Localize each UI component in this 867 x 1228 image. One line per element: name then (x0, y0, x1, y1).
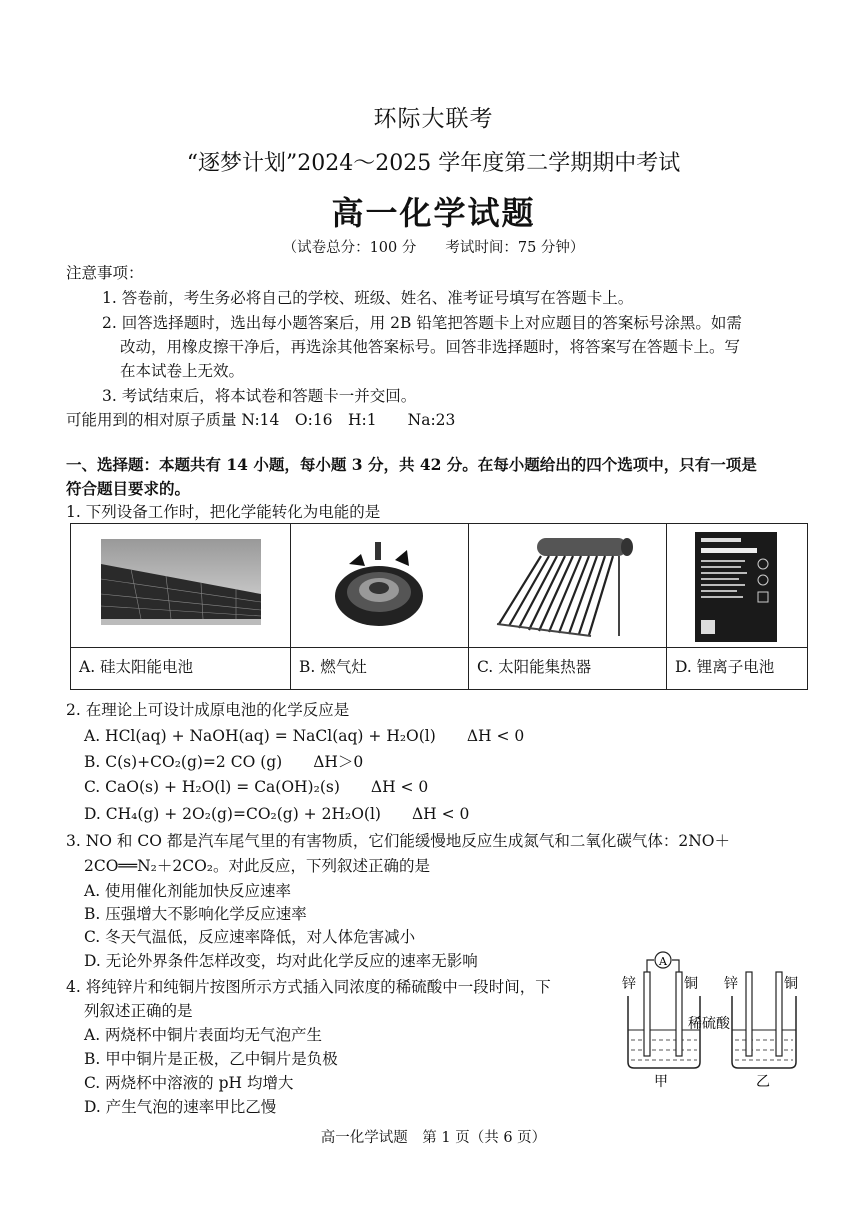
notice-heading: 注意事项： (66, 264, 144, 282)
lithium-battery-image (667, 524, 807, 648)
acid-label: 稀硫酸 (688, 1016, 730, 1032)
question-3-stem: 3. NO 和 CO 都是汽车尾气里的有害物质，它们能缓慢地反应生成氮气和二氧化碳气体：2NO＋ (66, 832, 730, 850)
question-3-option-a: A. 使用催化剂能加快反应速率 (84, 882, 292, 900)
notice-item-2-cont: 改动，用橡皮擦干净后，再选涂其他答案标号。回答非选择题时，将答案写在答题卡上。写 (120, 338, 741, 356)
zinc-label-jia: 锌 (622, 976, 636, 992)
question-3-option-c: C. 冬天气温低，反应速率降低，对人体危害减小 (84, 928, 416, 946)
option-d-label: D. 锂离子电池 (675, 658, 775, 676)
question-2-option-a: A. HCl(aq) + NaOH(aq) = NaCl(aq) + H₂O(l) ΔH < 0 (84, 727, 525, 745)
notice-item-2-end: 在本试卷上无效。 (120, 362, 245, 380)
question-4-stem: 4. 将纯锌片和纯铜片按图所示方式插入同浓度的稀硫酸中一段时间，下 (66, 978, 551, 996)
section-heading-cont: 符合题目要求的。 (66, 479, 191, 498)
option-b-label: B. 燃气灶 (299, 658, 367, 676)
option-a-label: A. 硅太阳能电池 (79, 658, 194, 676)
atomic-masses: 可能用到的相对原子质量 N:14 O:16 H:1 Na:23 (66, 411, 456, 429)
question-2-stem: 2. 在理论上可设计成原电池的化学反应是 (66, 701, 350, 719)
question-2-option-c: C. CaO(s) + H₂O(l) = Ca(OH)₂(s) ΔH < 0 (84, 778, 429, 796)
zinc-label-yi: 锌 (724, 976, 738, 992)
solar-panel-image (71, 524, 290, 648)
notice-item-1: 1. 答卷前，考生务必将自己的学校、班级、姓名、准考证号填写在答题卡上。 (102, 289, 634, 307)
exam-org: 环际大联考 (373, 106, 494, 132)
section-heading: 一、选择题：本题共有 14 小题，每小题 3 分，共 42 分。在每小题给出的四个选项中，只有一项是 (66, 455, 757, 474)
option-cell-c (469, 524, 667, 689)
beaker-yi-label: 乙 (756, 1074, 770, 1090)
solar-heater-image (469, 524, 666, 648)
exam-name: “逐梦计划”2024～2025 学年度第二学期期中考试 (186, 151, 681, 176)
device-table (70, 523, 808, 690)
option-c-label: C. 太阳能集热器 (477, 658, 592, 676)
page-title: 高一化学试题 (331, 194, 536, 232)
question-4-option-c: C. 两烧杯中溶液的 pH 均增大 (84, 1074, 294, 1092)
question-3-option-b: B. 压强增大不影响化学反应速率 (84, 905, 307, 923)
question-2-option-d: D. CH₄(g) + 2O₂(g)=CO₂(g) + 2H₂O(l) ΔH < 0 (84, 805, 470, 823)
copper-label-jia: 铜 (684, 976, 698, 992)
question-1-stem: 1. 下列设备工作时，把化学能转化为电能的是 (66, 503, 381, 521)
question-4-option-b: B. 甲中铜片是正极，乙中铜片是负极 (84, 1050, 338, 1068)
question-4-option-d: D. 产生气泡的速率甲比乙慢 (84, 1098, 277, 1116)
beaker-jia (628, 952, 700, 1068)
beaker-jia-label: 甲 (654, 1074, 668, 1090)
question-4-stem-cont: 列叙述正确的是 (84, 1002, 193, 1020)
option-cell-d (667, 524, 807, 689)
page-footer: 高一化学试题 第 1 页（共 6 页） (320, 1130, 547, 1146)
question-3-stem-cont: 2CO══N₂＋2CO₂。对此反应，下列叙述正确的是 (84, 857, 431, 875)
option-cell-a (71, 524, 291, 689)
question-2-option-b: B. C(s)+CO₂(g)=2 CO (g) ΔH＞0 (84, 753, 364, 771)
option-cell-b (291, 524, 469, 689)
ammeter-icon: A (659, 955, 667, 968)
notice-item-2: 2. 回答选择题时，选出每小题答案后，用 2B 铅笔把答题卡上对应题目的答案标号涂黑。如需 (102, 314, 742, 332)
galvanic-cell-figure (620, 950, 810, 1094)
notice-item-3: 3. 考试结束后，将本试卷和答题卡一并交回。 (102, 387, 417, 405)
question-3-option-d: D. 无论外界条件怎样改变，均对此化学反应的速率无影响 (84, 952, 478, 970)
gas-stove-image (291, 524, 468, 648)
question-4-option-a: A. 两烧杯中铜片表面均无气泡产生 (84, 1026, 323, 1044)
copper-label-yi: 铜 (784, 976, 798, 992)
exam-meta: （试卷总分：100 分 考试时间：75 分钟） (282, 240, 585, 256)
